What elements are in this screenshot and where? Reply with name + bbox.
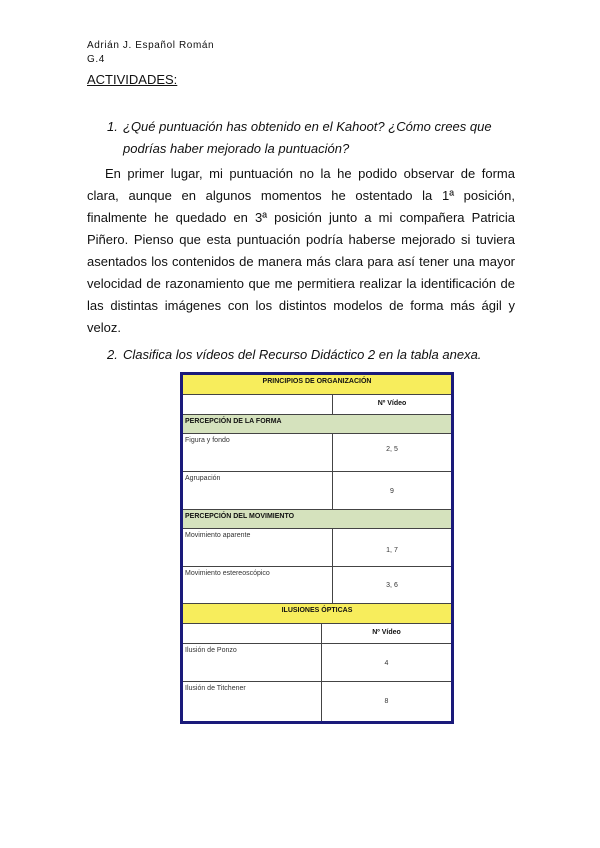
section-heading: ACTIVIDADES:	[87, 72, 178, 87]
ponzo-value: 4	[384, 660, 389, 667]
table-row	[183, 395, 451, 415]
table-row	[183, 624, 451, 644]
group-label: G.4	[87, 54, 105, 65]
figura-value: 2, 5	[386, 446, 398, 453]
figura-label: Figura y fondo	[185, 437, 230, 444]
classification-table	[180, 372, 454, 724]
table-row	[183, 644, 451, 682]
answer-1-paragraph: En primer lugar, mi puntuación no la he podido observar de forma clara, aunque en algunos momentos he ostentado la 1ª posición, finalmente he quedado en 3ª posición junto a mi compañera Patricia Piñero. Pienso que esta puntuación podría haberse mejorado si tuviera asentados los contenidos de manera más clara para así tener una mayor velocidad de razonamiento que me permitiera realizar la identificación de las distintas imágenes con los distintos modelos de forma más ágil y veloz.	[87, 166, 515, 335]
estereo-value: 3, 6	[386, 582, 398, 589]
agrupacion-value: 9	[390, 488, 394, 495]
ponzo-label: Ilusión de Ponzo	[185, 647, 237, 654]
table-row	[183, 415, 451, 434]
question-2	[107, 344, 527, 366]
titchener-label: Ilusión de Titchener	[185, 685, 246, 692]
author-name: Adrián J. Español Román	[87, 40, 215, 51]
ilusiones-title: ILUSIONES ÓPTICAS	[281, 607, 353, 614]
titchener-value: 8	[384, 698, 389, 705]
table-row	[183, 434, 451, 472]
table-row	[183, 529, 451, 567]
forma-title: PERCEPCIÓN DE LA FORMA	[185, 418, 282, 425]
table-row	[183, 604, 451, 624]
question-1	[107, 116, 527, 160]
question-2-text: Clasifica los vídeos del Recurso Didáctico 2 en la tabla anexa.	[123, 347, 482, 362]
video-header-1: Nº Vídeo	[377, 400, 407, 407]
table-row	[183, 510, 451, 529]
estereo-label: Movimiento estereoscópico	[185, 570, 270, 577]
principles-title: PRINCIPIOS DE ORGANIZACIÓN	[262, 378, 372, 385]
table-row	[183, 682, 451, 721]
table-row	[183, 567, 451, 604]
question-1-text: ¿Qué puntuación has obtenido en el Kahoot? ¿Cómo crees que podrías haber mejorado la puntuación?	[123, 119, 492, 156]
question-1-number: 1.	[107, 119, 118, 134]
movimiento-title: PERCEPCIÓN DEL MOVIMIENTO	[185, 513, 295, 520]
question-2-number: 2.	[107, 347, 118, 362]
aparente-value: 1, 7	[386, 547, 398, 554]
video-header-2: Nº Vídeo	[372, 629, 401, 636]
agrupacion-label: Agrupación	[185, 475, 221, 482]
aparente-label: Movimiento aparente	[185, 532, 251, 539]
table-row	[183, 375, 451, 395]
table-row	[183, 472, 451, 510]
